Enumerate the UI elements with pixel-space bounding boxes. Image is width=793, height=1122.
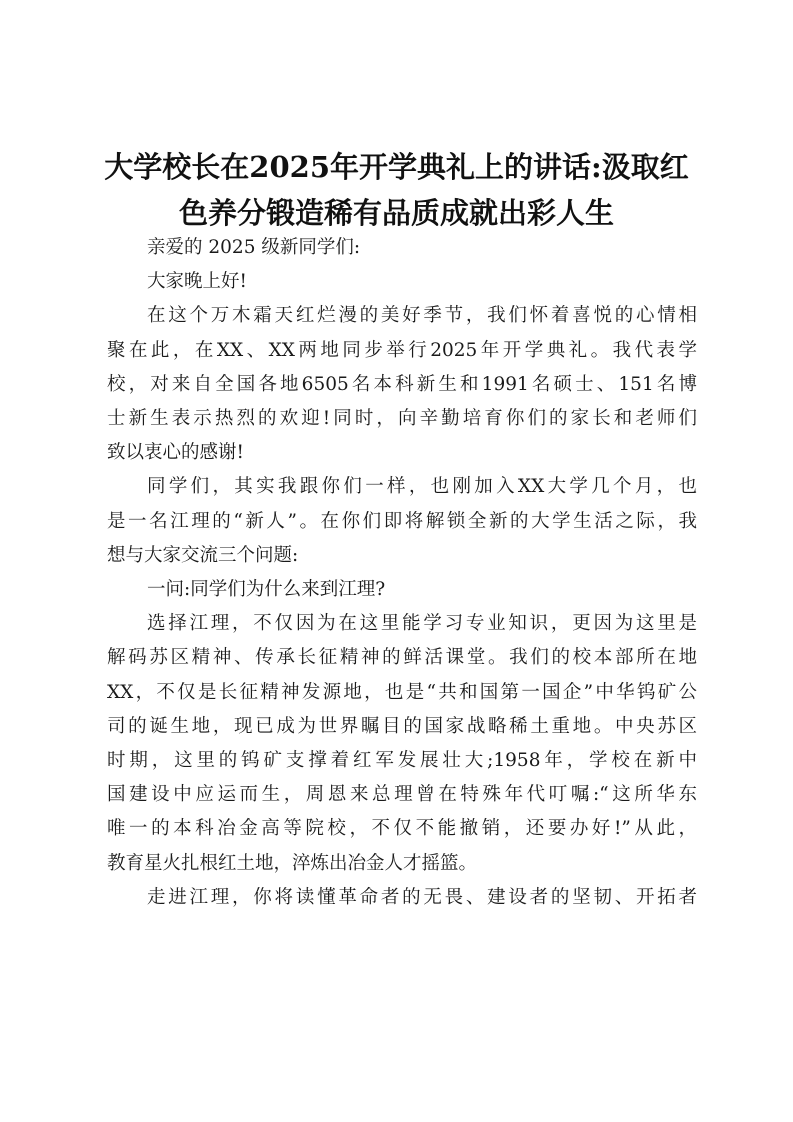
paragraph-intro [107, 470, 697, 573]
section-heading [107, 573, 697, 607]
document-title [100, 144, 693, 236]
paragraph-continued [107, 881, 697, 915]
paragraph-line: XX，不仅是长征精神发源地，也是“共和国第一国企”中华钨矿公 [107, 681, 697, 703]
paragraph-welcome [107, 299, 697, 470]
paragraph-line: 在这个万木霜天红烂漫的美好季节，我们怀着喜悦的心情相 [147, 305, 697, 327]
title-line: 色养分锻造稀有品质成就出彩人生 [178, 196, 614, 230]
section-heading-line: 一问:同学们为什么来到江理? [147, 579, 386, 601]
paragraph-history [107, 607, 697, 881]
paragraph-line: 致以衷心的感谢! [107, 442, 244, 464]
paragraph-line: 走进江理，你将读懂革命者的无畏、建设者的坚韧、开拓者 [147, 886, 697, 908]
salutation [107, 231, 697, 265]
paragraph-line: 校，对来自全国各地6505名本科新生和1991名硕士、151名博 [107, 373, 697, 395]
paragraph-line: 聚在此，在XX、XX两地同步举行2025年开学典礼。我代表学 [107, 339, 697, 361]
paragraph-line: 想与大家交流三个问题: [107, 544, 299, 566]
paragraph-line: 时期，这里的钨矿支撑着红军发展壮大;1958年，学校在新中 [107, 750, 697, 772]
paragraph-line: 解码苏区精神、传承长征精神的鲜活课堂。我们的校本部所在地 [107, 647, 697, 669]
paragraph-line: 司的诞生地，现已成为世界瞩目的国家战略稀土重地。中央苏区 [107, 715, 697, 737]
greeting-line: 大家晚上好! [147, 271, 247, 293]
document-body [107, 231, 697, 915]
paragraph-line: 唯一的本科冶金高等院校，不仅不能撤销，还要办好!”从此， [107, 818, 697, 840]
paragraph-line: 士新生表示热烈的欢迎!同时，向辛勤培育你们的家长和老师们 [107, 408, 697, 430]
paragraph-line: 同学们，其实我跟你们一样，也刚加入XX大学几个月，也 [147, 476, 697, 498]
paragraph-line: 选择江理，不仅因为在这里能学习专业知识，更因为这里是 [147, 613, 697, 635]
salutation-line: 亲爱的 2025 级新同学们: [147, 237, 361, 258]
paragraph-line: 国建设中应运而生，周恩来总理曾在特殊年代叮嘱:“这所华东 [107, 784, 697, 806]
paragraph-line: 教育星火扎根红土地，淬炼出冶金人才摇篮。 [107, 852, 478, 874]
title-line: 大学校长在2025年开学典礼上的讲话:汲取红 [104, 150, 689, 184]
paragraph-line: 是一名江理的“新人”。在你们即将解锁全新的大学生活之际，我 [107, 510, 697, 532]
greeting [107, 265, 697, 299]
